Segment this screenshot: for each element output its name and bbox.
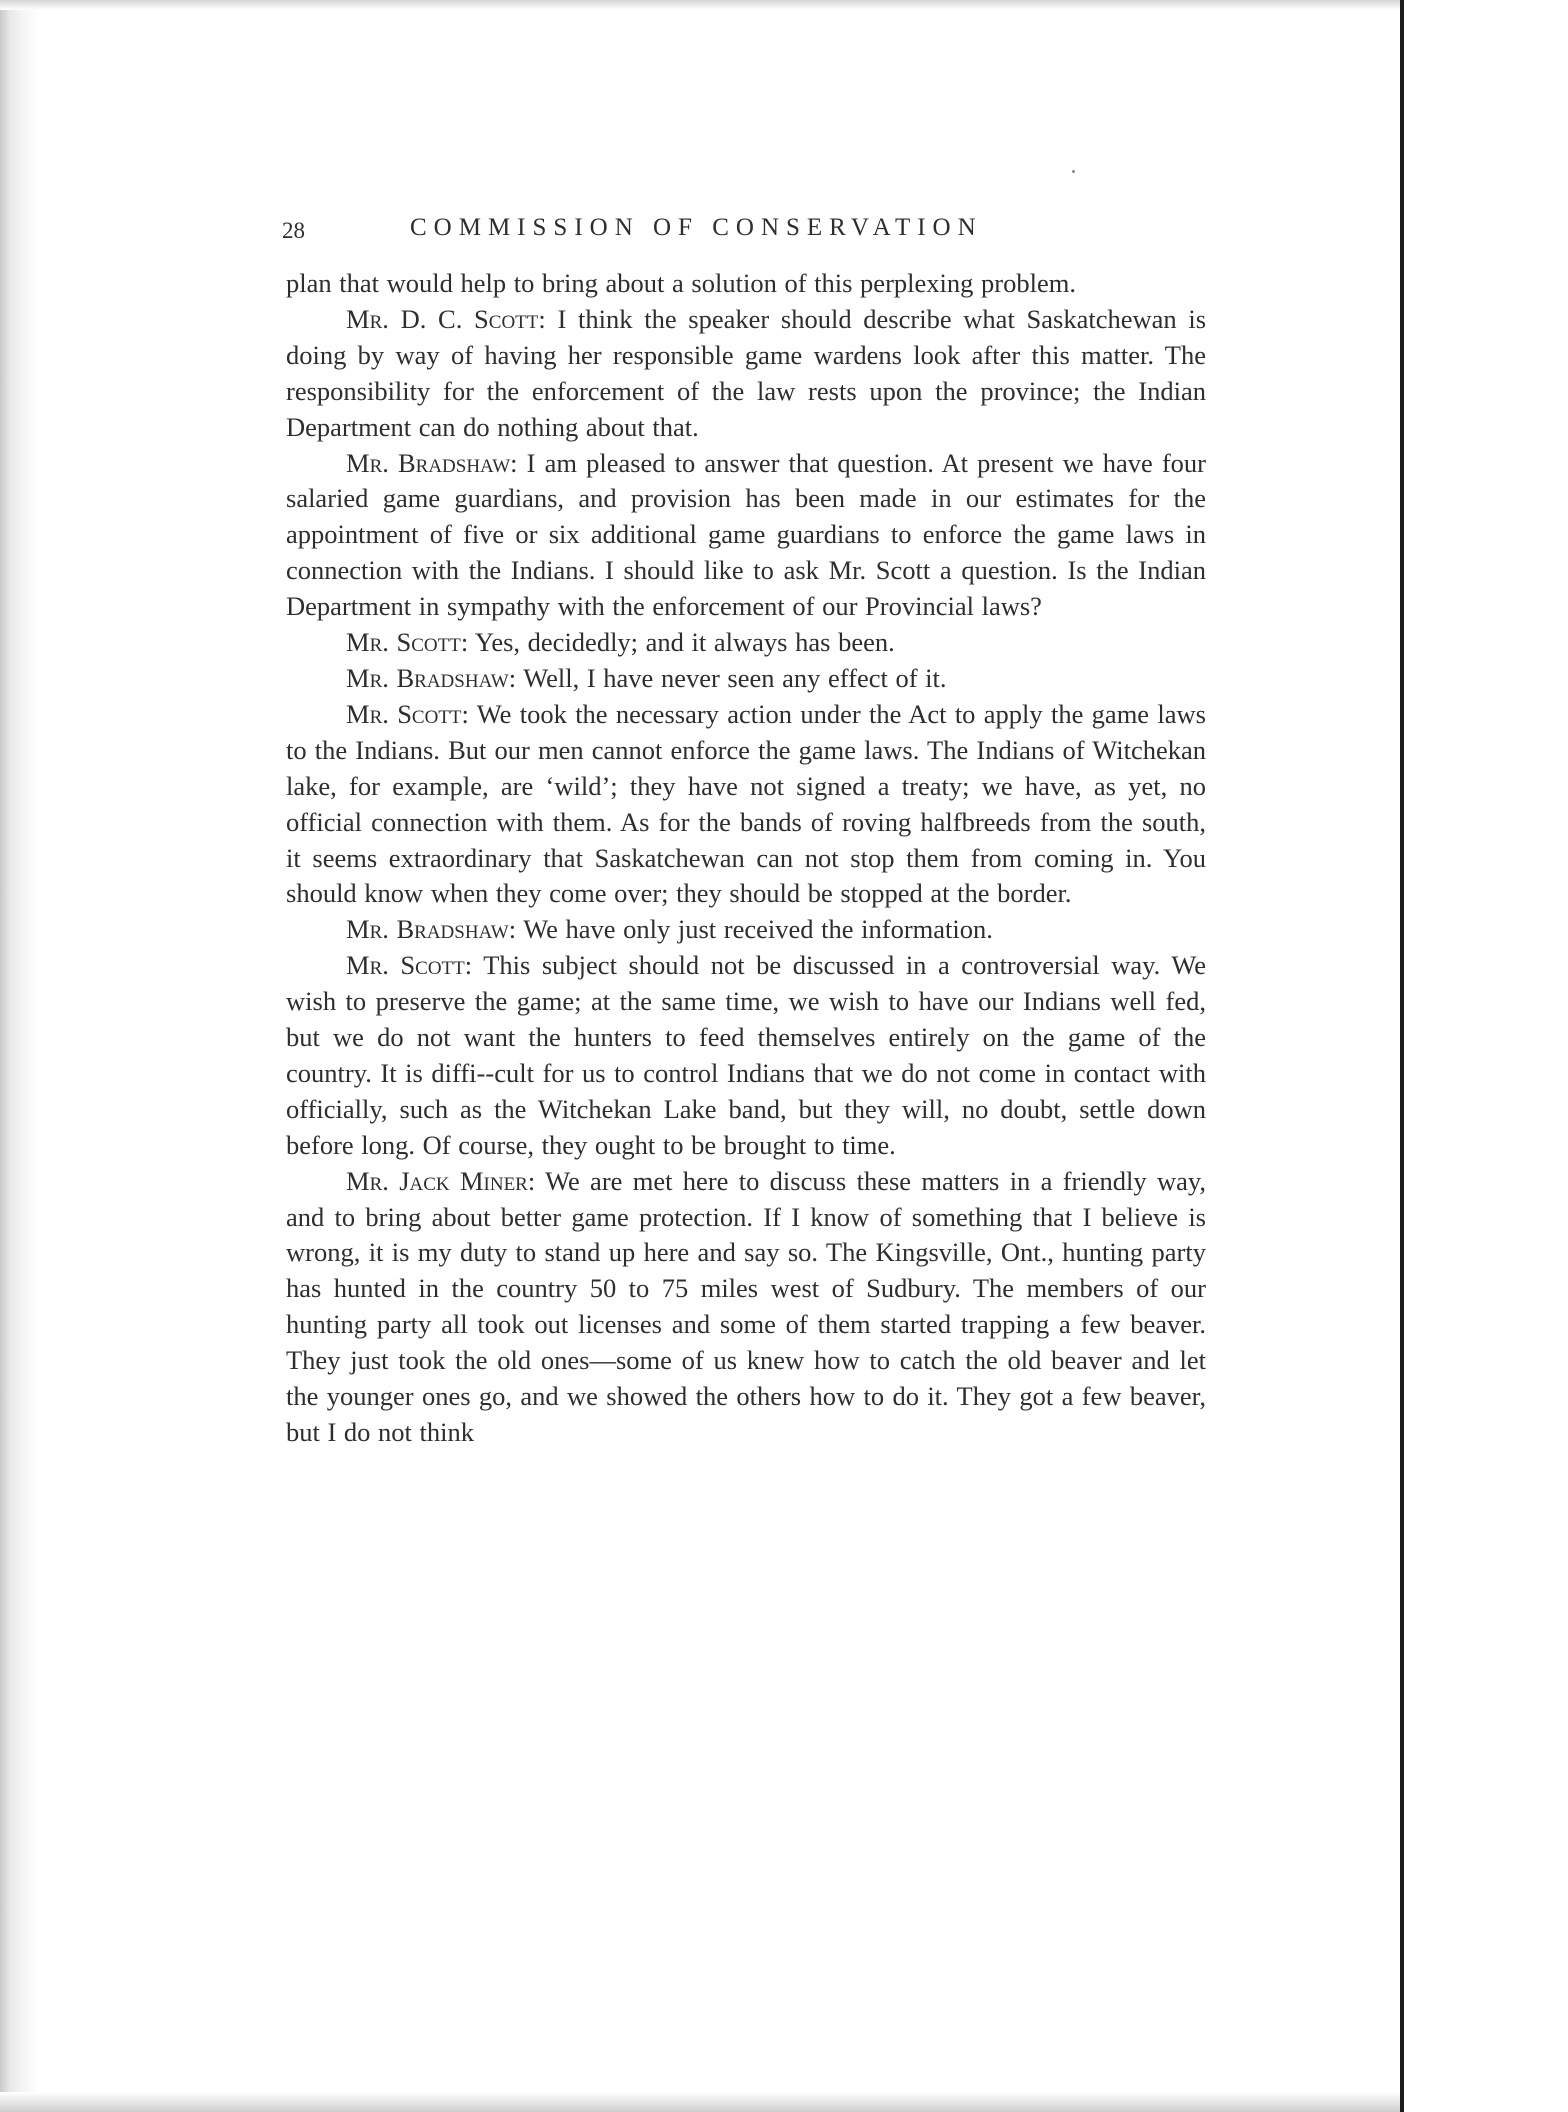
dust-speck	[1072, 170, 1075, 173]
scan-bottom-shadow	[0, 2092, 1400, 2112]
paragraph-text: plan that would help to bring about a solution of this perplexing problem.	[286, 268, 1076, 298]
scan-top-shadow	[0, 0, 1400, 10]
page-header	[282, 206, 1062, 250]
paragraph-text: I am pleased to answer that question. At present we have four salaried game guardians, and provision has been made in our estimates for the appointment of five or six additional game guardians to enforce the game laws in connection with the Indians. I should like to ask Mr. Scott a question. Is the Indian Department in sympathy with the enforcement of our Provincial laws?	[286, 447, 1207, 622]
scan-left-shadow	[0, 0, 40, 2112]
facing-page	[1404, 0, 1568, 2112]
paragraph	[286, 697, 1206, 912]
speaker-name: Mr. D. C. Scott:	[346, 303, 546, 334]
speaker-name: Mr. Jack Miner:	[346, 1165, 536, 1196]
paragraph	[286, 446, 1206, 626]
page-number: 28	[282, 218, 305, 243]
paragraph	[286, 661, 1206, 697]
paragraph-text: We are met here to discuss these matters in a friendly way, and to bring about better game protection. If I know of something that I believe is wrong, it is my duty to stand up here and say so. The Kingsville, Ont., hunting party has hunted in the country 50 to 75 miles west of Sudbury. The members of our hunting party all took out licenses and some of them started trapping a few beaver. They just took the old ones—some of us knew how to catch the old beaver and let the younger ones go, and we showed the others how to do it. They got a few beaver, but I do not think	[286, 1165, 1206, 1447]
body-text	[286, 266, 1206, 1451]
running-title: COMMISSION OF CONSERVATION	[410, 214, 983, 241]
paragraph	[286, 302, 1206, 446]
speaker-name: Mr. Bradshaw:	[346, 447, 518, 478]
paragraph	[286, 948, 1206, 1163]
speaker-name: Mr. Bradshaw:	[346, 914, 517, 945]
speaker-name: Mr. Scott:	[346, 698, 469, 729]
speaker-name: Mr. Bradshaw:	[346, 662, 517, 693]
paragraph-text: Yes, decidedly; and it always has been.	[474, 627, 895, 658]
paragraph	[286, 912, 1206, 948]
paragraph-text: I think the speaker should describe what Saskatchewan is doing by way of having her responsible game wardens look after this matter. The responsibility for the enforcement of the law rests upon the province; the Indian Department can do nothing about that.	[286, 303, 1207, 442]
paragraph-text: We have only just received the information.	[523, 914, 993, 945]
speaker-name: Mr. Scott:	[346, 627, 469, 658]
paragraph-text: We took the necessary action under the Act to apply the game laws to the Indians. But our men cannot enforce the game laws. The Indians of Witchekan lake, for example, are ‘wild’; they have not signed a treaty; we have, as yet, no official connection with them. As for the bands of roving halfbreeds from the south, it seems extraordinary that Saskatchewan can not stop them from coming in. You should know when they come over; they should be stopped at the border.	[286, 698, 1206, 909]
paragraph	[286, 266, 1206, 302]
speaker-name: Mr. Scott:	[346, 950, 473, 981]
paragraph-text: This subject should not be discussed in a controversial way. We wish to preserve the game; at the same time, we wish to have our Indians well fed, but we do not want the hunters to feed themselves entirely on the game of the country. It is diffi--cult for us to control Indians that we do not come in contact with officially, such as the Witchekan Lake band, but they will, no doubt, settle down before long. Of course, they ought to be brought to time.	[286, 950, 1206, 1160]
paragraph	[286, 1164, 1206, 1451]
paragraph-text: Well, I have never seen any effect of it.	[523, 662, 947, 693]
paragraph	[286, 625, 1206, 661]
